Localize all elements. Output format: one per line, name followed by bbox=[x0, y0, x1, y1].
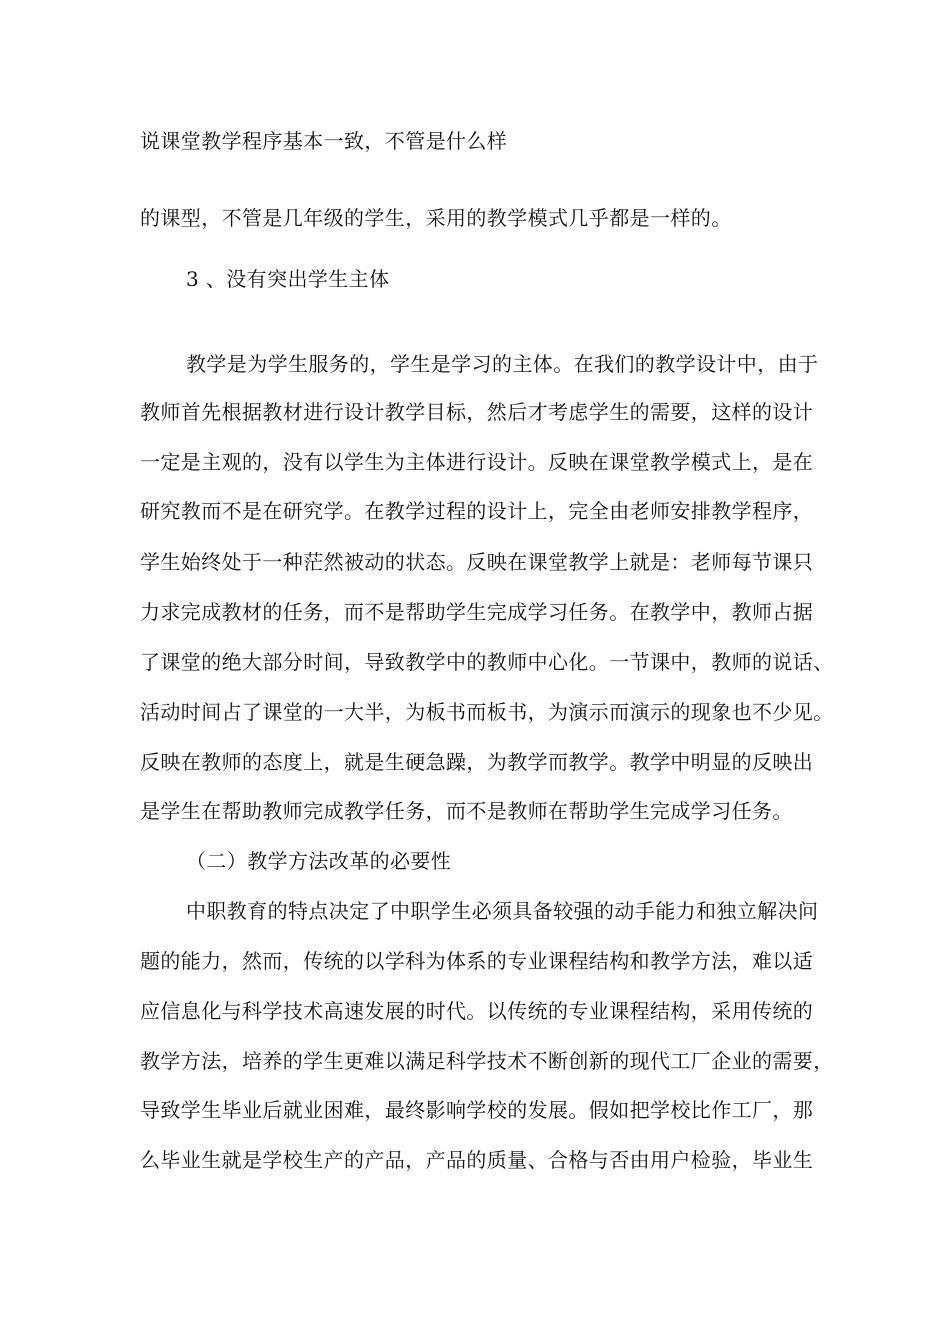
paragraph-line: 力求完成教材的任务，而不是帮助学生完成学习任务。在教学中，教师占据 bbox=[140, 600, 814, 624]
paragraph-line: 反映在教师的态度上，就是生硬急躁，为教学而教学。教学中明显的反映出 bbox=[140, 750, 814, 774]
text-line: 说课堂教学程序基本一致，不管是什么样 bbox=[140, 129, 508, 153]
paragraph-line: 学生始终处于一种茫然被动的状态。反映在课堂教学上就是：老师每节课只 bbox=[140, 550, 814, 574]
paragraph-line: 是学生在帮助教师完成教学任务，而不是教师在帮助学生完成学习任务。 bbox=[140, 799, 793, 823]
paragraph-line: 了课堂的绝大部分时间，导致教学中的教师中心化。一节课中，教师的说话、 bbox=[140, 650, 834, 674]
paragraph-line: 题的能力，然而，传统的以学科为体系的专业课程结构和教学方法，难以适 bbox=[140, 949, 814, 973]
paragraph-line: 导致学生毕业后就业困难，最终影响学校的发展。假如把学校比作工厂，那 bbox=[140, 1098, 814, 1122]
paragraph-line: 中职教育的特点决定了中职学生必须具备较强的动手能力和独立解决问 bbox=[186, 899, 819, 923]
paragraph-line: 活动时间占了课堂的一大半，为板书而板书，为演示而演示的现象也不少见。 bbox=[140, 700, 834, 724]
section-heading: 3 、没有突出学生主体 bbox=[186, 267, 390, 291]
text-line: 的课型，不管是几年级的学生，采用的教学模式几乎都是一样的。 bbox=[140, 206, 732, 230]
paragraph-line: 教学方法，培养的学生更难以满足科学技术不断创新的现代工厂企业的需要， bbox=[140, 1049, 834, 1073]
paragraph-line: 教学是为学生服务的，学生是学习的主体。在我们的教学设计中，由于 bbox=[186, 352, 819, 376]
paragraph-line: 教师首先根据教材进行设计教学目标，然后才考虑学生的需要，这样的设计 bbox=[140, 400, 814, 424]
paragraph-line: 应信息化与科学技术高速发展的时代。以传统的专业课程结构，采用传统的 bbox=[140, 999, 814, 1023]
section-heading: （二）教学方法改革的必要性 bbox=[186, 849, 452, 873]
paragraph-line: 研究教而不是在研究学。在教学过程的设计上，完全由老师安排教学程序， bbox=[140, 499, 814, 523]
paragraph-line: 么毕业生就是学校生产的产品，产品的质量、合格与否由用户检验，毕业生 bbox=[140, 1148, 814, 1172]
paragraph-line: 一定是主观的，没有以学生为主体进行设计。反映在课堂教学模式上，是在 bbox=[140, 450, 814, 474]
